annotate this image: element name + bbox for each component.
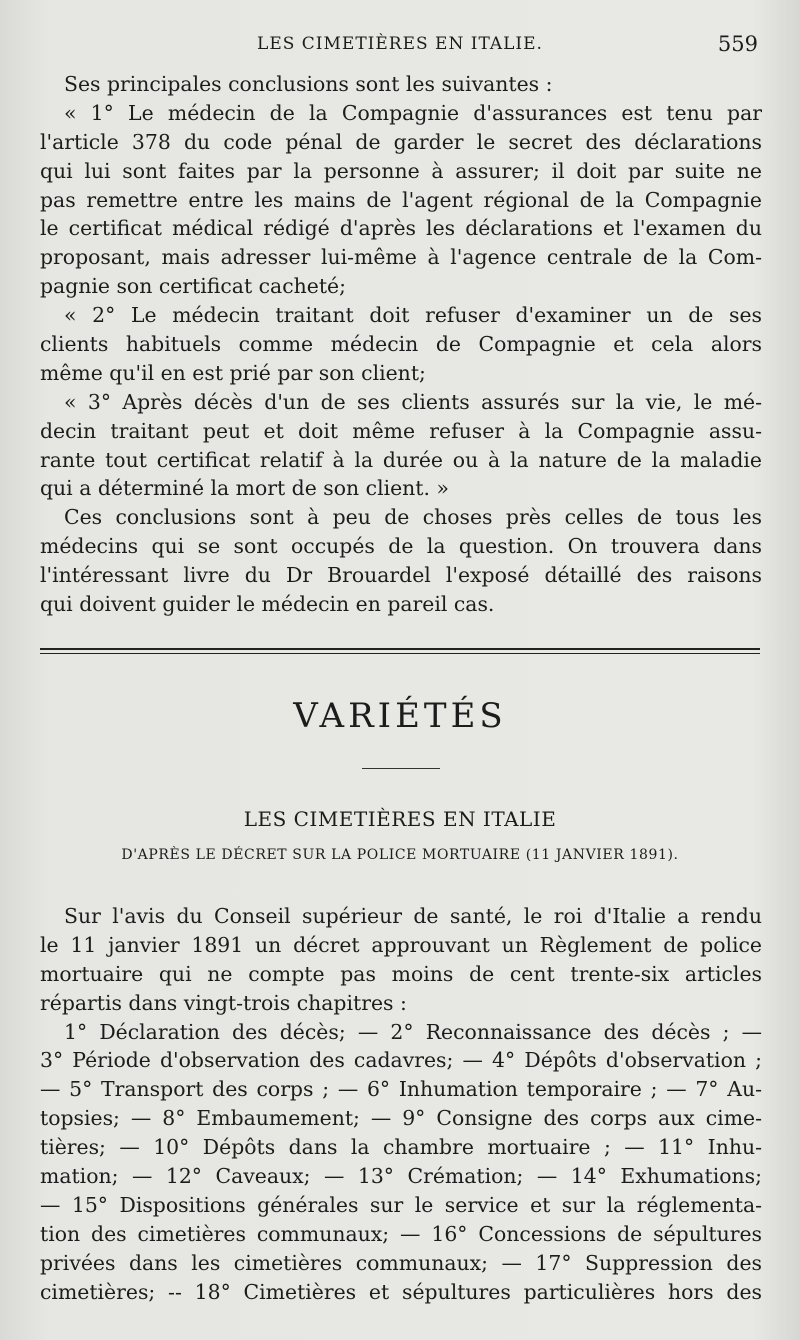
text-line: répartis dans vingt-trois chapitres : — [40, 990, 407, 1015]
text-line: — 5° Transport des corps ; — 6° Inhumation temporaire ; — 7° Au- — [40, 1077, 762, 1102]
text-line: privées dans les cimetières communaux; — 17° Suppression des — [40, 1250, 762, 1275]
text-line: clients habituels comme médecin de Compagnie et cela alors — [40, 332, 762, 357]
text-line: 3° Période d'observation des cadavres; — 4° Dépôts d'observation ; — [40, 1048, 762, 1073]
text-line: cimetières; -- 18° Cimetières et sépultures particulières hors des — [40, 1279, 762, 1304]
section-divider — [40, 648, 760, 654]
text-line: « 2° Le médecin traitant doit refuser d'examiner un de ses — [64, 303, 762, 328]
text-line: « 1° Le médecin de la Compagnie d'assurances est tenu par — [64, 100, 762, 125]
text-line: l'intéressant livre du Dr Brouardel l'exposé détaillé des raisons — [40, 563, 762, 588]
text-line: le certificat médical rédigé d'après les déclarations et l'examen du — [40, 216, 762, 241]
text-line: Ses principales conclusions sont les suivantes : — [64, 72, 553, 96]
text-line: qui doivent guider le médecin en pareil cas. — [40, 592, 495, 617]
text-line: tières; — 10° Dépôts dans la chambre mortuaire ; — 11° Inhu- — [40, 1135, 762, 1160]
article-subtitle: D'APRÈS LE DÉCRET SUR LA POLICE MORTUAIRE (11 JANVIER 1891). — [121, 847, 679, 863]
text-line: mation; — 12° Caveaux; — 13° Crémation; — 14° Exhumations; — [40, 1164, 762, 1189]
text-line: l'article 378 du code pénal de garder le secret des déclarations — [40, 129, 762, 154]
page-number: 559 — [717, 32, 758, 56]
article-body — [40, 902, 762, 1306]
running-header — [40, 34, 760, 62]
section-title: VARIÉTÉS — [293, 696, 507, 736]
text-line: « 3° Après décès d'un de ses clients assurés sur la vie, le mé- — [64, 389, 762, 414]
article-title: LES CIMETIÈRES EN ITALIE — [243, 807, 557, 831]
conclusions-block — [40, 70, 762, 619]
text-line: Sur l'avis du Conseil supérieur de santé, le roi d'Italie a rendu — [64, 904, 762, 928]
text-line: — 15° Dispositions générales sur le service et sur la réglementa- — [40, 1192, 762, 1217]
text-line: même qu'il en est prié par son client; — [40, 360, 426, 385]
text-line: decin traitant peut et doit même refuser à la Compagnie assu- — [40, 418, 762, 443]
text-line: 1° Déclaration des décès; — 2° Reconnaissance des décès ; — — [64, 1019, 762, 1044]
text-line: topsies; — 8° Embaumement; — 9° Consigne des corps aux cime- — [40, 1106, 762, 1131]
text-line: proposant, mais adresser lui-même à l'agence centrale de la Com- — [40, 245, 762, 270]
text-line: le 11 janvier 1891 un décret approuvant un Règlement de police — [40, 932, 762, 957]
text-line: rante tout certificat relatif à la durée ou à la nature de la maladie — [40, 447, 762, 472]
title-underline — [362, 768, 440, 769]
text-line: qui lui sont faites par la personne à assurer; il doit par suite ne — [40, 158, 762, 183]
text-line: pagnie son certificat cacheté; — [40, 274, 346, 299]
text-line: mortuaire qui ne compte pas moins de cent trente-six articles — [40, 961, 762, 986]
text-line: médecins qui se sont occupés de la question. On trouvera dans — [40, 534, 762, 559]
text-line: qui a déterminé la mort de son client. » — [40, 476, 449, 501]
running-title: LES CIMETIÈRES EN ITALIE. — [257, 34, 543, 54]
text-line: Ces conclusions sont à peu de choses près celles de tous les — [64, 505, 762, 530]
text-line: tion des cimetières communaux; — 16° Concessions de sépultures — [40, 1221, 762, 1246]
text-line: pas remettre entre les mains de l'agent régional de la Compagnie — [40, 187, 762, 212]
